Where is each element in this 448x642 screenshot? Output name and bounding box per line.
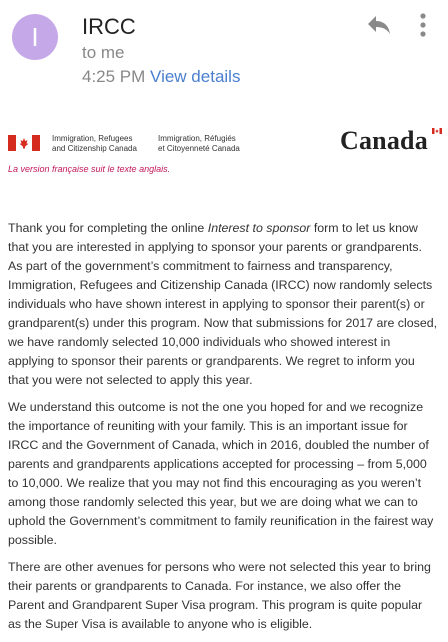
paragraph-3: There are other avenues for persons who were not selected this year to bring their parents or grandparents to Canada. For instance, we also offer the Parent and Grandparent Super Visa program. This program is quite popular as the Super Visa is available to anyone who is eligible.: [8, 560, 431, 631]
email-header: [0, 0, 448, 92]
time-line: [82, 67, 240, 87]
more-vert-icon[interactable]: [418, 12, 428, 38]
paragraph-2: We understand this outcome is not the one you hoped for and we recognize the importance of reuniting with your family. This is an important issue for IRCC and the Government of Canada, which in 2016, doubled the number of parents and grandparents applications accepted for processing – from 5,000 to 10,000. We realize that you may not find this encouraging as you weren’t among those randomly selected this year, but we are doing what we can to uphold the Government’s commitment to family reunification in the fairest way possible.: [8, 400, 434, 547]
canada-wordmark: Canada: [340, 126, 428, 155]
french-version-notice: La version française suit le texte anglais.: [8, 164, 171, 174]
wordmark-flag-icon: [432, 128, 442, 134]
department-name-fr: Immigration, Réfugiés et Citoyenneté Canada: [158, 134, 240, 153]
department-name-en: Immigration, Refugees and Citizenship Canada: [52, 134, 137, 153]
government-banner: [8, 126, 440, 176]
recipient-line[interactable]: to me: [82, 43, 125, 62]
sender-avatar[interactable]: I: [12, 14, 58, 60]
paragraph-1: Thank you for completing the online Interest to sponsor form to let us know that you are interested in applying to sponsor your parents or grandparents. As part of the government’s commitment to fairness and transparency, Immigration, Refugees and Citizenship Canada (IRCC) now randomly selects individuals who have shown interest in applying to sponsor their parent(s) or grandparent(s) under this program. Now that submissions for 2017 are closed, we have randomly selected 10,000 individuals who showed interest in applying to sponsor their parents or grandparents. We regret to inform you that you were not selected to apply this year.: [8, 221, 438, 387]
view-details-link[interactable]: View details: [150, 67, 241, 86]
email-time: 4:25 PM: [82, 67, 146, 86]
sender-name: IRCC: [82, 14, 136, 39]
reply-icon[interactable]: [366, 14, 392, 36]
canada-flag-icon: [8, 135, 40, 151]
email-body: [8, 219, 438, 642]
